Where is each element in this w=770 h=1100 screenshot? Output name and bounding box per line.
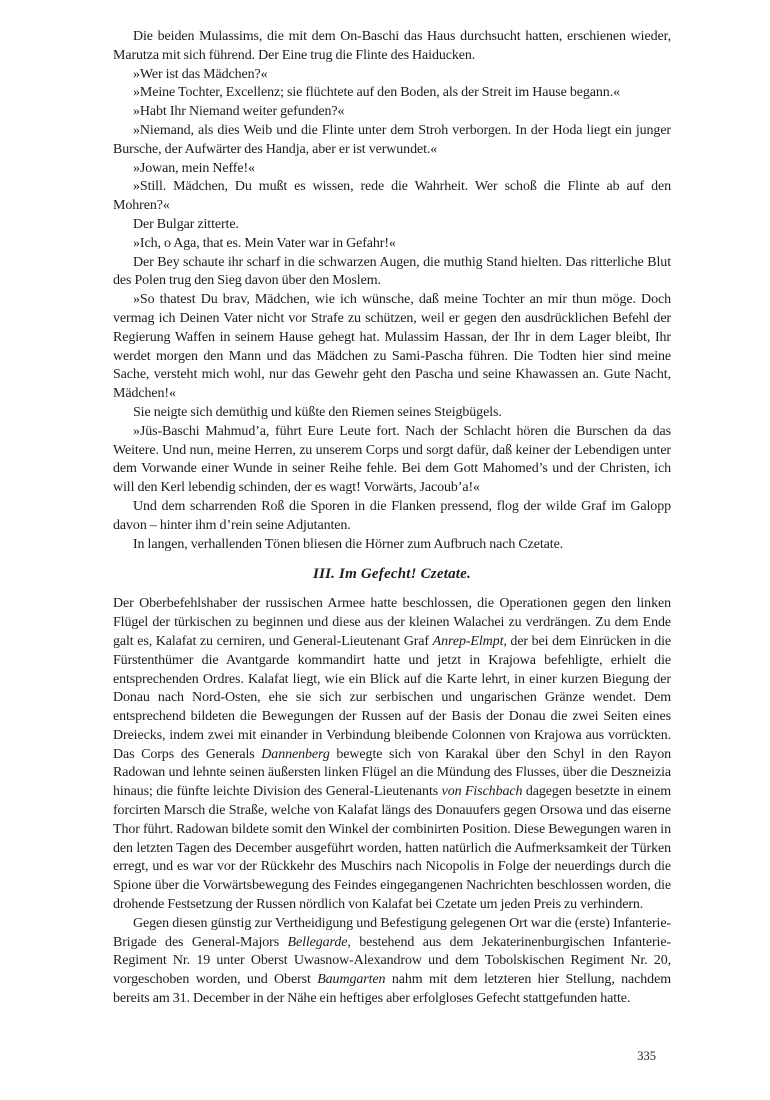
text-segment: »Wer ist das Mädchen?« xyxy=(133,66,268,82)
paragraph xyxy=(113,498,671,536)
text-segment: »So thatest Du brav, Mädchen, wie ich wünsche, daß meine Tochter an mir thun möge. Doch vermag ich Deinen Vater nicht vor Strafe zu schützen, weil er gegen den ausdrücklichen Befehl der Regierung Waffen in seinem Hause gehegt hat. Mulassim Hassan, der Ihr in dem Lager bleibt, Ihr werdet morgen den Mann und das Mädchen zu Sami-Pascha führen. Die Todten hier sind meine Sache, versteht mich wohl, nur das Gewehr geht den Pascha und seine Khawassen an. Gute Nacht, Mädchen!« xyxy=(113,292,671,402)
text-segment: »Niemand, als dies Weib und die Flinte unter dem Stroh verborgen. In der Hoda liegt ein junger Bursche, der Aufwärter des Handja, aber er ist verwundet.« xyxy=(113,122,671,157)
text-segment: »Jüs-Baschi Mahmud’a, führt Eure Leute fort. Nach der Schlacht hören die Burschen da das Weitere. Und nun, meine Herren, zu unserem Corps und sorgt dafür, daß keiner der Lebendigen unter dem Vorwande einer Wunde in seiner Reihe fehle. Bei dem Gott Mahomed’s und der Christen, ich will den Kerl lebendig schinden, der es wagt! Vorwärts, Jacoub’a!« xyxy=(113,423,671,496)
paragraph xyxy=(113,235,671,254)
text-segment: »Still. Mädchen, Du mußt es wissen, rede die Wahrheit. Wer schoß die Flinte ab auf den Mohren?« xyxy=(113,179,671,214)
paragraph xyxy=(113,404,671,423)
text-segment: »Habt Ihr Niemand weiter gefunden?« xyxy=(133,104,345,120)
paragraph xyxy=(113,103,671,122)
paragraph xyxy=(113,66,671,85)
text-segment: »Meine Tochter, Excellenz; sie flüchtete auf den Boden, als der Streit im Hause begann.« xyxy=(133,85,621,101)
paragraph xyxy=(113,915,671,1009)
text-segment: Die beiden Mulassims, die mit dem On-Baschi das Haus durchsucht hatten, erschienen wieder, Marutza mit sich führend. Der Eine trug die Flinte des Haiducken. xyxy=(113,29,671,63)
paragraph xyxy=(113,595,671,915)
text-segment: Der Bey schaute ihr scharf in die schwarzen Augen, die muthig Stand hielten. Das ritterliche Blut des Polen trug den Sieg davon über den Moslem. xyxy=(113,254,671,289)
emphasized-text: Anrep-Elmpt xyxy=(432,633,504,649)
emphasized-text: Dannenberg xyxy=(261,746,330,762)
text-segment: III. Im Gefecht! Czetate. xyxy=(313,566,471,583)
text-segment: »Ich, o Aga, that es. Mein Vater war in Gefahr!« xyxy=(133,235,396,251)
page-number: 335 xyxy=(637,1049,656,1063)
paragraph xyxy=(113,160,671,179)
section-heading xyxy=(113,565,671,584)
text-segment: »Jowan, mein Neffe!« xyxy=(133,160,255,176)
emphasized-text: Bellegarde xyxy=(287,934,348,950)
paragraph xyxy=(113,423,671,498)
page-content xyxy=(113,28,671,1009)
emphasized-text: von Fischbach xyxy=(441,784,523,800)
paragraph xyxy=(113,291,671,404)
paragraph xyxy=(113,84,671,103)
text-segment: , bestehend aus dem Jekaterinenburgischen Infanterie-Regiment Nr. 19 unter Oberst Uwasnow-Alexandrow und dem Tobolskischen Regiment Nr. 20, vorgeschoben worden, und Oberst xyxy=(113,934,671,988)
text-segment: bewegte sich von Karakal über den Schyl in den Rayon Radowan und lehnte seinen äußersten linken Flügel an die Mündung des Flusses, über die Deszneizia hinaus; die fünfte leichte Division des General-Lieutenants xyxy=(113,746,671,800)
text-segment: , der bei dem Einrücken in die Fürstenthümer die Avantgarde kommandirt hatte und jetzt in Krajowa befehligte, erhielt die entsprechenden Ordres. Kalafat liegt, wie ein Blick auf die Karte lehrt, in einer kurzen Biegung der Donau nach Nord-Osten, ehe sie sich zur serbischen und ungarischen Gränze wendet. Dem entsprechend bildeten die Bewegungen der Russen auf der Basis der Donau die zwei Seiten eines Dreiecks, indem zwei mit einander in Verbindung bleibende Colonnen von Krajowa aus vorrückten. Das Corps des Generals xyxy=(113,633,672,762)
emphasized-text: Baumgarten xyxy=(317,972,386,988)
paragraph xyxy=(113,254,671,292)
text-segment: In langen, verhallenden Tönen bliesen die Hörner zum Aufbruch nach Czetate. xyxy=(133,536,564,552)
text-segment: Der Bulgar zitterte. xyxy=(133,216,239,232)
text-segment: Und dem scharrenden Roß die Sporen in die Flanken pressend, flog der wilde Graf im Galopp davon – hinter ihm d’rein seine Adjutanten. xyxy=(113,498,671,533)
paragraph xyxy=(113,122,671,160)
text-segment: Der Oberbefehlshaber der russischen Armee hatte beschlossen, die Operationen gegen den linken Flügel der türkischen zu beginnen und diese aus der kleinen Walachei zu verdrängen. Zu dem Ende galt es, Kalafat zu cerniren, und General-Lieutenant Graf xyxy=(113,596,671,649)
text-segment: Sie neigte sich demüthig und küßte den Riemen seines Steigbügels. xyxy=(133,404,502,420)
paragraph xyxy=(113,28,671,66)
text-segment: nahm mit dem letzteren hier Stellung, nachdem bereits am 31. December in der Nähe ein heftiges aber erfolgloses Gefecht stattgefunden hatte. xyxy=(113,972,671,1007)
paragraph xyxy=(113,178,671,216)
paragraph xyxy=(113,216,671,235)
paragraph xyxy=(113,536,671,555)
text-segment: Gegen diesen günstig zur Vertheidigung und Befestigung gelegenen Ort war die (erste) Infanterie-Brigade des General-Majors xyxy=(113,915,671,950)
text-segment: dagegen besetzte in einem forcirten Marsch die Straße, welche von Kalafat längs des Donauufers gegen Orsowa und das eiserne Thor führt. Radowan bildete somit den Winkel der combinirten Position. Diese Bewegungen waren in den letzten Tagen des December ausgeführt worden, hatten natürlich die Aufmerksamkeit der Türken erregt, und es war vor der Rückkehr des Muschirs nach Nicopolis in Folge der neuerdings durch die Spione über die Vorwärtsbewegung des Feindes eingegangenen Nachrichten beschlossen worden, die drohende Festsetzung der Russen nördlich von Kalafat bei Czetate um jeden Preis zu verhindern. xyxy=(113,784,671,913)
